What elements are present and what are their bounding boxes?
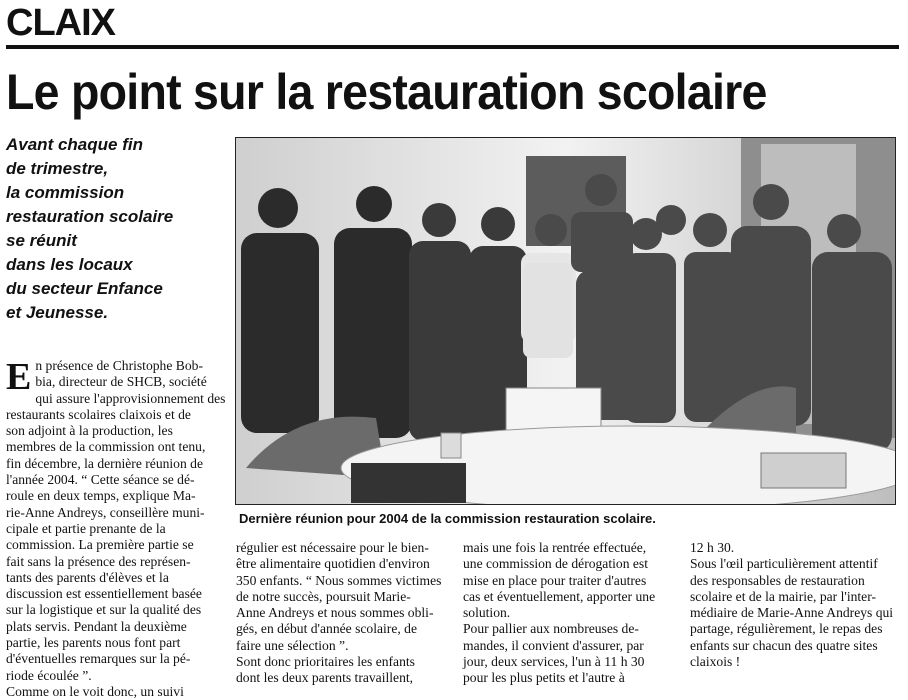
article-line: commission. La première partie se: [6, 537, 194, 553]
article-line: Comme on le voit donc, un suivi: [6, 683, 184, 699]
article-line: faire une sélection ”.: [236, 637, 349, 653]
lede: [6, 133, 226, 325]
article-line: être alimentaire quotidien d'environ: [236, 556, 430, 572]
article-line: de notre succès, poursuit Marie-: [236, 588, 411, 604]
article-line: régulier est nécessaire pour le bien-: [236, 540, 429, 555]
article-line: enfants sur chacun des quatre sites: [690, 637, 878, 653]
article-line: Sont donc prioritaires les enfants: [236, 654, 415, 670]
article-line: Anne Andreys et nous sommes obli-: [236, 605, 434, 621]
article-line: mandes, il convient d'assurer, par: [463, 637, 644, 653]
lede-line: la commission: [6, 183, 125, 202]
article-line: solution.: [463, 605, 511, 621]
article-line: 12 h 30.: [690, 540, 735, 555]
article-line: fait sans la présence des représen-: [6, 553, 191, 569]
article-line: 350 enfants. “ Nous sommes victimes: [236, 572, 442, 588]
section-title: CLAIX: [6, 2, 115, 44]
article-line: tants des parents d'élèves et la: [6, 569, 169, 585]
lede-line: du secteur Enfance: [6, 279, 163, 298]
article-line: mise en place pour traiter d'autres: [463, 572, 647, 588]
article-line: mais une fois la rentrée effectuée,: [463, 540, 647, 555]
article-line: rie-Anne Andreys, conseillère muni-: [6, 504, 205, 520]
article-line: riode écoulée ”.: [6, 667, 92, 683]
article-line: discussion est essentiellement basée: [6, 586, 202, 602]
article-line: une commission de dérogation est: [463, 556, 648, 572]
article-line: sur la logistique et sur la qualité des: [6, 602, 202, 618]
article-line: l'année 2004. “ Cette séance se dé-: [6, 472, 195, 488]
lede-line: et Jeunesse.: [6, 303, 109, 322]
article-line: qui assure l'approvisionnement des: [35, 390, 226, 406]
article-line: cas et éventuellement, apporter une: [463, 588, 656, 604]
lede-line: dans les locaux: [6, 255, 133, 274]
photo-caption: Dernière réunion pour 2004 de la commission restauration scolaire.: [239, 511, 656, 526]
article-line: gés, en début d'année scolaire, de: [236, 621, 417, 637]
section-rule: [6, 45, 899, 49]
article-line: dont les deux parents travaillent,: [236, 670, 414, 686]
article-line: médiaire de Marie-Anne Andreys qui: [690, 605, 894, 621]
article-column-2: [236, 540, 448, 687]
lede-line: Avant chaque fin: [6, 135, 143, 154]
article-column-3: [463, 540, 672, 687]
article-line: Pour pallier aux nombreuses de-: [463, 621, 639, 637]
article-line: plats servis. Pendant la deuxième: [6, 618, 187, 634]
lede-line: de trimestre,: [6, 159, 109, 178]
headline: Le point sur la restauration scolaire: [6, 64, 767, 120]
article-line: pour les plus petits et l'autre à: [463, 670, 625, 686]
article-line: partie, les parents nous font part: [6, 635, 181, 651]
article-line: membres de la commission ont tenu,: [6, 439, 206, 455]
group-photo: [235, 137, 896, 505]
article-line: d'éventuelles remarques sur la pé-: [6, 651, 191, 667]
article-line: restaurants scolaires claixois et de: [6, 406, 191, 422]
lede-line: restauration scolaire: [6, 207, 174, 226]
lede-line: se réunit: [6, 231, 77, 250]
article-line: bia, directeur de SHCB, société: [35, 374, 207, 390]
article-line: scolaire et de la mairie, par l'inter-: [690, 588, 876, 604]
article-column-1: [6, 358, 228, 700]
article-line: partage, régulièrement, le repas des: [690, 621, 883, 637]
article-line: des responsables de restauration: [690, 572, 865, 588]
article-line: fin décembre, la dernière réunion de: [6, 455, 204, 471]
article-line: son adjoint à la production, les: [6, 423, 173, 439]
article-line: claixois !: [690, 654, 741, 670]
article-column-4: [690, 540, 902, 670]
article-line: n présence de Christophe Bob-: [35, 358, 203, 373]
article-line: Sous l'œil particulièrement attentif: [690, 556, 878, 572]
drop-cap: E: [6, 356, 32, 398]
article-line: roule en deux temps, explique Ma-: [6, 488, 196, 504]
article-line: jour, deux services, l'un à 11 h 30: [463, 654, 645, 670]
article-line: cipale et partie prenante de la: [6, 520, 166, 536]
